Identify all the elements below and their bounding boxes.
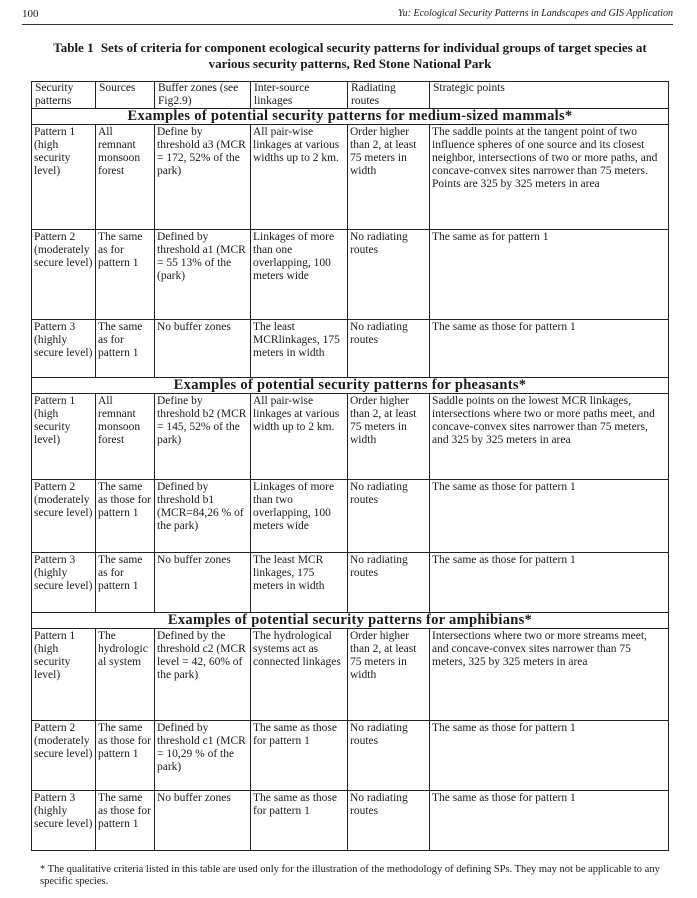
cell-sources: All remnant monsoon forest <box>96 125 155 230</box>
cell-radiating: Order higher than 2, at least 75 meters in width <box>348 629 430 721</box>
group-heading-row <box>32 613 669 629</box>
cell-strategic: The same as those for pattern 1 <box>430 480 669 553</box>
table-row <box>32 791 669 851</box>
group-title: Examples of potential security patterns for amphibians* <box>32 613 669 629</box>
cell-buffer: No buffer zones <box>155 791 251 851</box>
cell-pattern: Pattern 2 (moderately secure level) <box>32 230 96 320</box>
cell-sources: The hydrological system <box>96 629 155 721</box>
cell-strategic: Intersections where two or more streams meet, and concave-convex sites narrower than 75 meters, 325 by 325 meters in area <box>430 629 669 721</box>
cell-strategic: The saddle points at the tangent point of two influence spheres of one source and its closest neighbor, intersections of two or more paths, and concave-convex sites narrower than 75 meters. Points are 325 by 325 meters in area <box>430 125 669 230</box>
cell-strategic: The same as those for pattern 1 <box>430 320 669 378</box>
cell-linkages: All pair-wise linkages at various widths up to 2 km. <box>251 125 348 230</box>
caption-label: Table 1 <box>53 40 94 55</box>
running-head: Yu: Ecological Security Patterns in Landscapes and GIS Application <box>398 8 673 19</box>
cell-strategic: Saddle points on the lowest MCR linkages, intersections where two or more paths meet, and concave-convex sites narrower than 75 meters, and 325 by 325 meters in area <box>430 394 669 480</box>
group-title: Examples of potential security patterns for pheasants* <box>32 378 669 394</box>
cell-linkages: Linkages of more than one overlapping, 100 meters wide <box>251 230 348 320</box>
cell-radiating: Order higher than 2, at least 75 meters in width <box>348 125 430 230</box>
caption-text: Sets of criteria for component ecological security patterns for individual groups of target species at various security patterns, Red Stone National Park <box>100 40 647 71</box>
cell-pattern: Pattern 2 (moderately secure level) <box>32 480 96 553</box>
cell-strategic: The same as those for pattern 1 <box>430 791 669 851</box>
table-row <box>32 721 669 791</box>
cell-radiating: Order higher than 2, at least 75 meters in width <box>348 394 430 480</box>
cell-buffer: Define by threshold b2 (MCR = 145, 52% of the park) <box>155 394 251 480</box>
criteria-table <box>31 81 669 851</box>
header-radiating-routes: Radiating routes <box>348 82 430 109</box>
cell-pattern: Pattern 1 (high security level) <box>32 629 96 721</box>
cell-pattern: Pattern 3 (highly secure level) <box>32 791 96 851</box>
cell-radiating: No radiating routes <box>348 553 430 613</box>
cell-buffer: No buffer zones <box>155 320 251 378</box>
cell-pattern: Pattern 1 (high security level) <box>32 394 96 480</box>
header-rule <box>22 24 673 25</box>
cell-pattern: Pattern 3 (highly secure level) <box>32 553 96 613</box>
cell-linkages: The same as those for pattern 1 <box>251 721 348 791</box>
group-heading-row <box>32 109 669 125</box>
cell-linkages: The same as those for pattern 1 <box>251 791 348 851</box>
cell-radiating: No radiating routes <box>348 320 430 378</box>
cell-sources: The same as for pattern 1 <box>96 230 155 320</box>
table-row <box>32 629 669 721</box>
header-inter-source-linkages: Inter-source linkages <box>251 82 348 109</box>
cell-buffer: Defined by threshold c1 (MCR = 10,29 % of the park) <box>155 721 251 791</box>
table-row <box>32 394 669 480</box>
cell-sources: The same as those for pattern 1 <box>96 791 155 851</box>
table-row <box>32 320 669 378</box>
cell-radiating: No radiating routes <box>348 721 430 791</box>
table-header-row <box>32 82 669 109</box>
cell-sources: The same as those for pattern 1 <box>96 721 155 791</box>
cell-linkages: The hydrological systems act as connected linkages <box>251 629 348 721</box>
header-security-patterns: Security patterns <box>32 82 96 109</box>
cell-strategic: The same as those for pattern 1 <box>430 721 669 791</box>
page-number: 100 <box>22 8 39 20</box>
cell-buffer: Defined by threshold a1 (MCR = 55 13% of the (park) <box>155 230 251 320</box>
cell-buffer: Define by threshold a3 (MCR = 172, 52% of the park) <box>155 125 251 230</box>
cell-buffer: No buffer zones <box>155 553 251 613</box>
group-title: Examples of potential security patterns for medium-sized mammals* <box>32 109 669 125</box>
table-row <box>32 553 669 613</box>
header-buffer-zones: Buffer zones (see Fig2.9) <box>155 82 251 109</box>
cell-linkages: The least MCRlinkages, 175 meters in width <box>251 320 348 378</box>
table-row <box>32 125 669 230</box>
cell-radiating: No radiating routes <box>348 230 430 320</box>
cell-sources: All remnant monsoon forest <box>96 394 155 480</box>
cell-sources: The same as for pattern 1 <box>96 320 155 378</box>
cell-linkages: Linkages of more than two overlapping, 100 meters wide <box>251 480 348 553</box>
cell-strategic: The same as for pattern 1 <box>430 230 669 320</box>
header-strategic-points: Strategic points <box>430 82 669 109</box>
header-sources: Sources <box>96 82 155 109</box>
table-row <box>32 230 669 320</box>
cell-sources: The same as for pattern 1 <box>96 553 155 613</box>
cell-radiating: No radiating routes <box>348 480 430 553</box>
group-heading-row <box>32 378 669 394</box>
cell-linkages: The least MCR linkages, 175 meters in width <box>251 553 348 613</box>
cell-pattern: Pattern 2 (moderately secure level) <box>32 721 96 791</box>
cell-sources: The same as those for pattern 1 <box>96 480 155 553</box>
table-caption <box>40 40 660 72</box>
cell-buffer: Defined by the threshold c2 (MCR level = 42, 60% of the park) <box>155 629 251 721</box>
cell-radiating: No radiating routes <box>348 791 430 851</box>
cell-linkages: All pair-wise linkages at various width up to 2 km. <box>251 394 348 480</box>
table-row <box>32 480 669 553</box>
cell-buffer: Defined by threshold b1 (MCR=84,26 % of the park) <box>155 480 251 553</box>
cell-pattern: Pattern 3 (highly secure level) <box>32 320 96 378</box>
cell-strategic: The same as those for pattern 1 <box>430 553 669 613</box>
table-footnote: * The qualitative criteria listed in this table are used only for the illustration of the methodology of defining SPs. They may not be applicable to any specific species. <box>40 864 660 887</box>
cell-pattern: Pattern 1 (high security level) <box>32 125 96 230</box>
